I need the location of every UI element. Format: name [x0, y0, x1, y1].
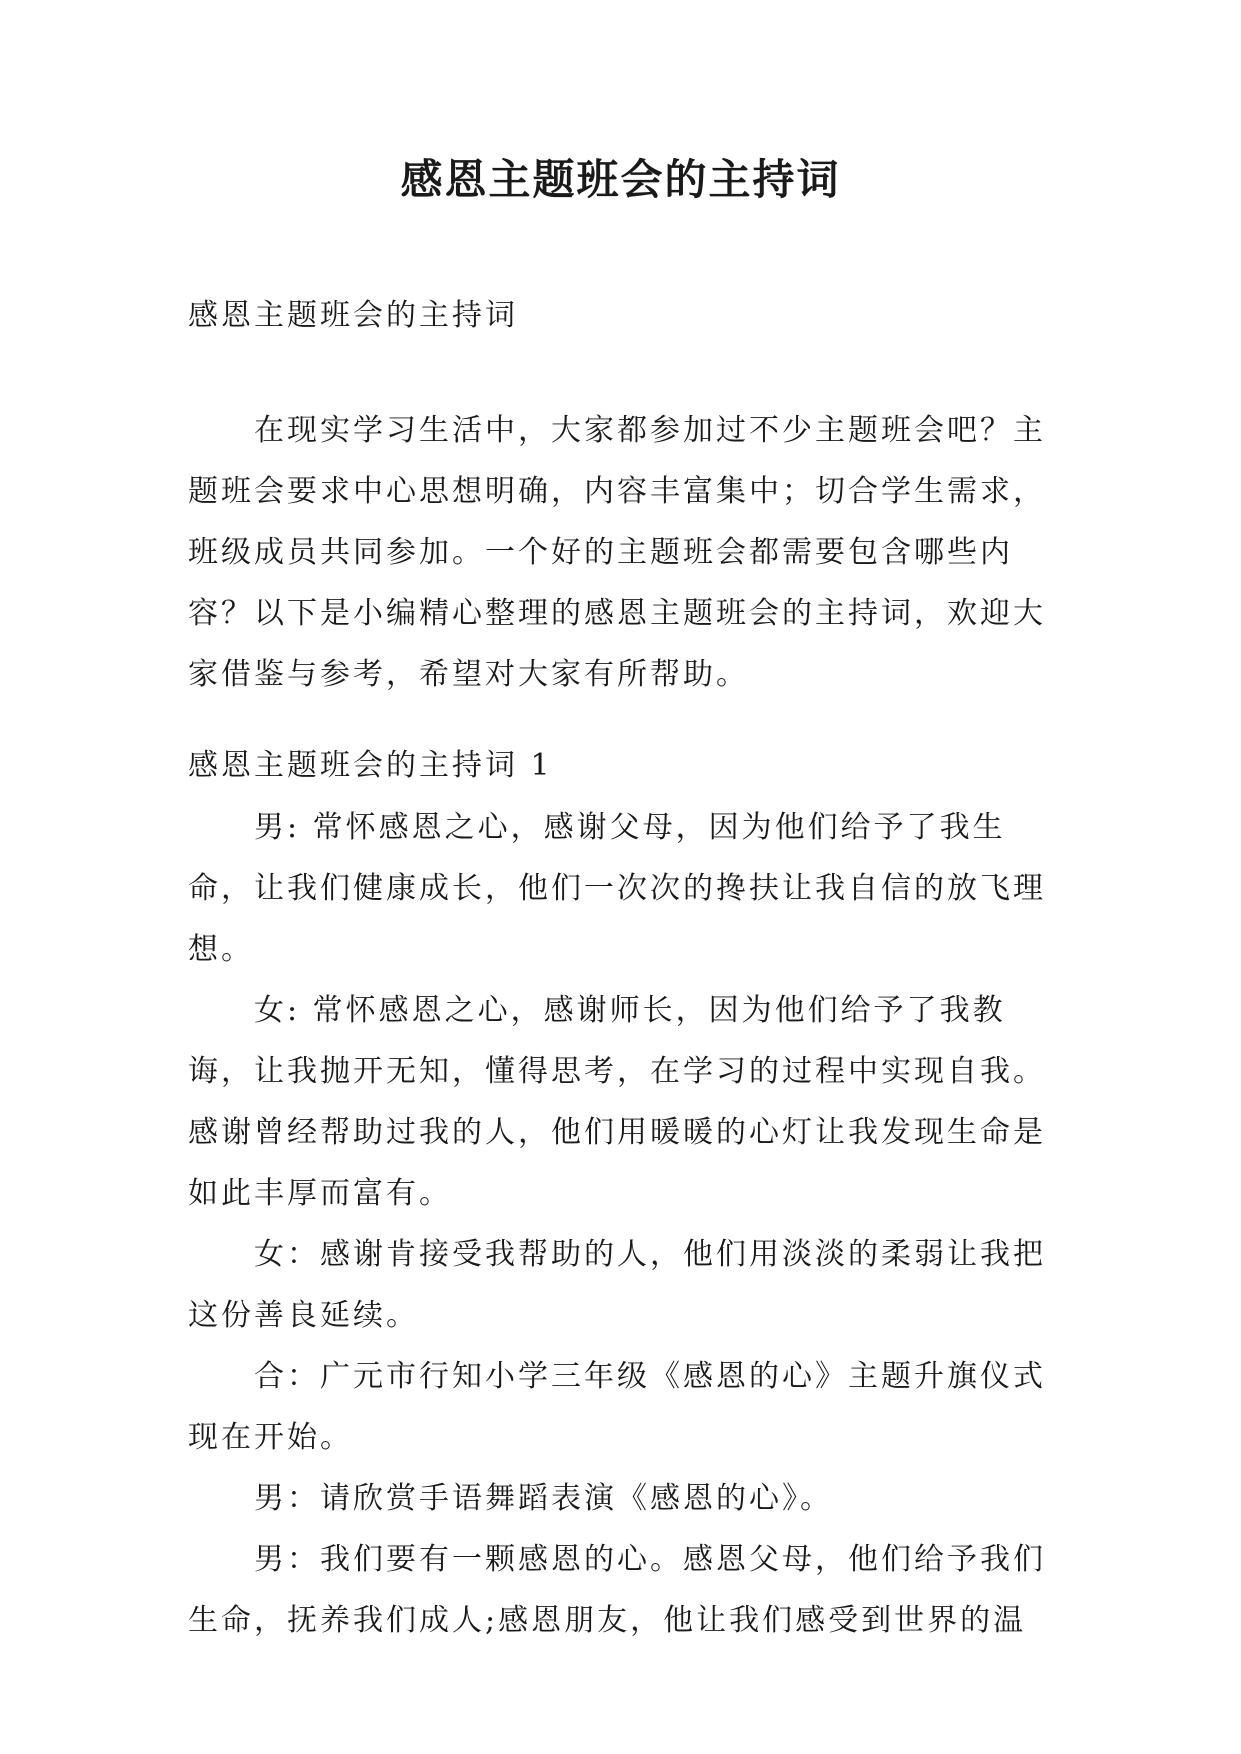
section-heading: 感恩主题班会的主持词 1 — [188, 748, 553, 783]
dialogue-paragraph: 男：我们要有一颗感恩的心。感恩父母，他们给予我们生命，抚养我们成人;感恩朋友，他让我们感受到世界的温 — [188, 1542, 1046, 1638]
dialogue-paragraph: 男：请欣赏手语舞蹈表演《感恩的心》。 — [254, 1481, 833, 1516]
dialogue-section — [188, 797, 1058, 1651]
intro-paragraph: 在现实学习生活中，大家都参加过不少主题班会吧？主题班会要求中心思想明确，内容丰富集中；切合学生需求，班级成员共同参加。一个好的主题班会都需要包含哪些内容？以下是小编精心整理的感恩主题班会的主持词，欢迎大家借鉴与参考，希望对大家有所帮助。 — [188, 413, 1046, 692]
dialogue-paragraph: 合：广元市行知小学三年级《感恩的心》主题升旗仪式现在开始。 — [188, 1359, 1046, 1455]
dialogue-paragraph: 女: 常怀感恩之心，感谢师长，因为他们给予了我教诲，让我抛开无知，懂得思考，在学习的过程中实现自我。感谢曾经帮助过我的人，他们用暖暖的心灯让我发现生命是如此丰厚而富有。 — [188, 993, 1046, 1211]
document-title: 感恩主题班会的主持词 — [400, 155, 841, 204]
document-subtitle: 感恩主题班会的主持词 — [188, 298, 518, 333]
dialogue-paragraph: 女：感谢肯接受我帮助的人，他们用淡淡的柔弱让我把这份善良延续。 — [188, 1237, 1046, 1333]
dialogue-paragraph: 男: 常怀感恩之心，感谢父母，因为他们给予了我生命，让我们健康成长，他们一次次的搀扶让我自信的放飞理想。 — [188, 810, 1046, 967]
